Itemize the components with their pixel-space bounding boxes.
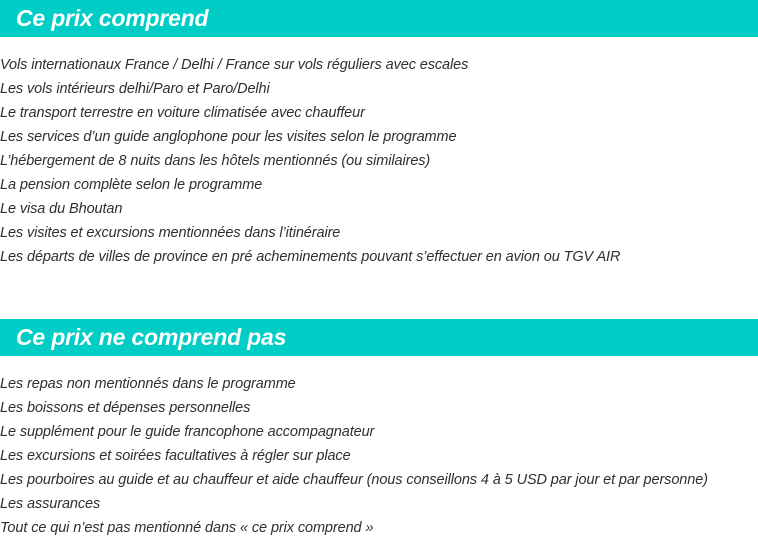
excluded-item: Tout ce qui n’est pas mentionné dans « ce prix comprend » xyxy=(0,520,374,536)
included-item: La pension complète selon le programme xyxy=(0,177,263,193)
included-item: L’hébergement de 8 nuits dans les hôtels mentionnés (ou similaires) xyxy=(0,153,431,169)
included-item: Les vols intérieurs delhi/Paro et Paro/Delhi xyxy=(0,81,270,97)
excluded-section-title: Ce prix ne comprend pas xyxy=(16,324,287,350)
included-item: Les visites et excursions mentionnées dans l’itinéraire xyxy=(0,225,341,241)
excluded-item: Les pourboires au guide et au chauffeur et aide chauffeur (nous conseillons 4 à 5 USD par jour et par personne) xyxy=(0,472,708,488)
included-section-header xyxy=(0,0,758,37)
excluded-list xyxy=(0,372,708,540)
included-item: Les départs de villes de province en pré acheminements pouvant s’effectuer en avion ou TGV AIR xyxy=(0,249,621,265)
excluded-item: Les assurances xyxy=(0,496,101,512)
excluded-item: Les repas non mentionnés dans le programme xyxy=(0,376,296,392)
excluded-section-header xyxy=(0,319,758,356)
included-item: Vols internationaux France / Delhi / France sur vols réguliers avec escales xyxy=(0,57,469,73)
excluded-item: Les excursions et soirées facultatives à régler sur place xyxy=(0,448,351,464)
included-item: Le visa du Bhoutan xyxy=(0,201,123,217)
included-item: Le transport terrestre en voiture climatisée avec chauffeur xyxy=(0,105,365,121)
excluded-item: Les boissons et dépenses personnelles xyxy=(0,400,251,416)
included-item: Les services d’un guide anglophone pour les visites selon le programme xyxy=(0,129,457,145)
excluded-item: Le supplément pour le guide francophone accompagnateur xyxy=(0,424,375,440)
included-list xyxy=(0,53,620,269)
included-section-title: Ce prix comprend xyxy=(16,5,209,31)
